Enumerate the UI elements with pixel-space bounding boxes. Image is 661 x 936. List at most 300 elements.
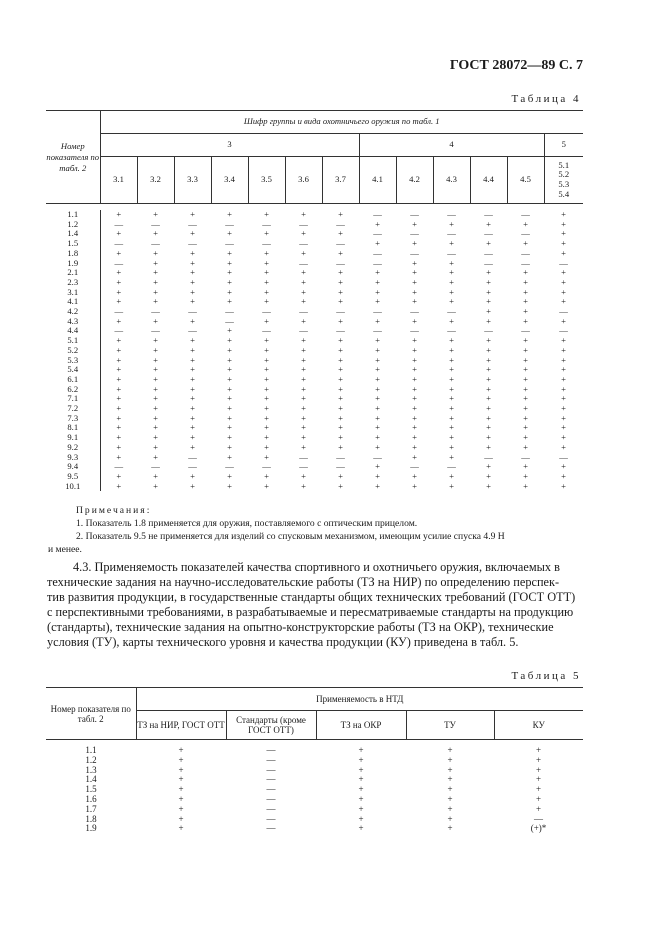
row-id: 1.5 xyxy=(46,239,100,249)
table-cell: + xyxy=(561,364,566,375)
table-cell: — xyxy=(188,461,197,472)
table-cell: + xyxy=(523,441,528,452)
row-id: 1.5 xyxy=(85,784,97,795)
table4-col-head: 3.3 xyxy=(174,157,211,204)
table-cell: + xyxy=(338,247,343,258)
table-cell: — xyxy=(114,325,124,336)
table-cell: + xyxy=(153,383,158,394)
table-cell: + xyxy=(412,354,417,365)
table-cell: + xyxy=(338,344,343,355)
table-cell: — xyxy=(262,461,271,472)
table-cell: — xyxy=(225,306,234,317)
table-cell: + xyxy=(523,354,528,365)
table-cell: + xyxy=(178,754,184,765)
row-id: 5.3 xyxy=(46,356,100,366)
table-cell: + xyxy=(190,257,195,268)
table-cell: + xyxy=(375,344,380,355)
table-cell: — xyxy=(410,209,419,219)
table5-col-head: ТУ xyxy=(406,711,494,740)
table-cell: + xyxy=(412,315,417,326)
table-cell: + xyxy=(301,470,306,481)
table-cell: + xyxy=(227,412,232,423)
table-cell: + xyxy=(301,296,306,307)
table4-col-head: 4.5 xyxy=(507,157,544,204)
table4-group-4: 4 xyxy=(359,134,544,157)
table-row xyxy=(46,288,583,298)
table-cell: + xyxy=(338,480,343,491)
table-cell: — xyxy=(266,793,276,804)
table-cell: — xyxy=(336,218,345,229)
table-cell: + xyxy=(153,247,158,258)
table-cell: + xyxy=(449,480,454,491)
table-cell: + xyxy=(178,774,184,785)
table-cell: — xyxy=(521,228,530,239)
table-cell: — xyxy=(447,209,456,219)
table-cell: + xyxy=(264,247,269,258)
table-cell: + xyxy=(227,470,232,481)
table-cell: — xyxy=(410,461,419,472)
table-cell: + xyxy=(116,432,122,443)
table-cell: + xyxy=(153,470,158,481)
table-row xyxy=(46,472,583,482)
row-id: 4.1 xyxy=(46,297,100,307)
table-cell: + xyxy=(449,441,454,452)
table-cell: + xyxy=(264,403,269,414)
table-cell: — xyxy=(447,461,456,472)
table-cell: + xyxy=(227,286,232,297)
row-id: 4.3 xyxy=(46,317,100,327)
table-cell: + xyxy=(227,373,232,384)
table-cell: — xyxy=(151,218,160,229)
table-cell: + xyxy=(227,354,232,365)
table-cell: + xyxy=(227,296,232,307)
table-cell: + xyxy=(449,403,454,414)
table-cell: + xyxy=(227,335,232,346)
table-cell: + xyxy=(486,267,491,278)
table-cell: + xyxy=(190,412,195,423)
table-cell: + xyxy=(190,286,195,297)
para-line: (стандарты), технические задания на опытно-конструкторские работы (ТЗ на ОКР), технические xyxy=(47,620,554,634)
table-cell: + xyxy=(375,315,380,326)
table-cell: + xyxy=(523,383,528,394)
table-row xyxy=(46,746,583,756)
table-cell: + xyxy=(338,432,343,443)
table-cell: + xyxy=(375,432,380,443)
table-cell: — xyxy=(484,257,493,268)
table-cell: + xyxy=(190,247,195,258)
table-cell: + xyxy=(449,393,454,404)
table-cell: + xyxy=(338,364,343,375)
table-cell: + xyxy=(190,470,195,481)
table-cell: + xyxy=(264,451,269,462)
row-id: 5.1 xyxy=(46,336,100,346)
row-id: 9.2 xyxy=(46,443,100,453)
table-cell: + xyxy=(301,247,306,258)
table-cell: — xyxy=(225,461,234,472)
table-cell: + xyxy=(264,344,269,355)
table-cell: — xyxy=(336,306,345,317)
table-cell: + xyxy=(449,238,454,249)
table-cell: — xyxy=(521,247,530,258)
table-row xyxy=(46,795,583,805)
table-cell: — xyxy=(188,451,197,462)
table-cell: + xyxy=(449,364,454,375)
table-cell: + xyxy=(338,209,343,219)
table-cell: — xyxy=(484,451,493,462)
table-cell: + xyxy=(338,373,343,384)
table-cell: + xyxy=(449,296,454,307)
table-cell: + xyxy=(116,403,122,414)
table-cell: + xyxy=(561,373,566,384)
table-row xyxy=(46,220,583,230)
table-cell: + xyxy=(264,393,269,404)
row-id: 9.4 xyxy=(46,462,100,472)
table-cell: + xyxy=(116,354,122,365)
table-cell: + xyxy=(449,422,454,433)
table-cell: + xyxy=(412,470,417,481)
table-cell: + xyxy=(190,209,195,219)
table-cell: + xyxy=(190,393,195,404)
table-cell: + xyxy=(190,480,195,491)
table5-col-head: КУ xyxy=(494,711,583,740)
table-cell: + xyxy=(375,403,380,414)
note-2: 2. Показатель 9.5 не применяется для изделий со спусковым механизмом, имеющим усилие спуска 4.9 Н xyxy=(76,531,505,542)
table-row xyxy=(46,404,583,414)
table-cell: — xyxy=(373,257,382,268)
table-cell: + xyxy=(486,470,491,481)
table4-col-head: 3.1 xyxy=(100,157,137,204)
table-cell: — xyxy=(266,823,276,834)
table-cell: + xyxy=(338,267,343,278)
table-cell: — xyxy=(484,247,493,258)
table-cell: + xyxy=(153,441,158,452)
table-cell: + xyxy=(227,480,232,491)
row-id: 5.2 xyxy=(46,346,100,356)
table4-col-head: 4.3 xyxy=(433,157,470,204)
table-cell: + xyxy=(338,403,343,414)
table-cell: + xyxy=(301,383,306,394)
table-row xyxy=(46,356,583,366)
table-row xyxy=(46,385,583,395)
table-cell: + xyxy=(338,470,343,481)
table-cell: + xyxy=(523,286,528,297)
table-cell: + xyxy=(375,373,380,384)
table-cell: + xyxy=(190,276,195,287)
table-cell: + xyxy=(561,383,566,394)
table5-grouphead: Применяемость в НТД xyxy=(136,688,583,711)
row-id: 1.4 xyxy=(85,774,97,785)
table-cell: + xyxy=(301,480,306,491)
table-cell: + xyxy=(412,432,417,443)
table-cell: + xyxy=(375,480,380,491)
table-cell: — xyxy=(521,451,530,462)
table-cell: + xyxy=(264,373,269,384)
table-cell: + xyxy=(375,296,380,307)
table-cell: + xyxy=(447,793,453,804)
table-cell: + xyxy=(264,441,269,452)
table-cell: + xyxy=(264,267,269,278)
table-cell: + xyxy=(227,267,232,278)
table-cell: + xyxy=(561,470,566,481)
table-cell: + xyxy=(523,315,528,326)
table-cell: + xyxy=(535,803,542,814)
table-cell: + xyxy=(412,257,417,268)
table-row xyxy=(46,433,583,443)
table-cell: — xyxy=(299,461,308,472)
table-cell: + xyxy=(153,296,158,307)
table-cell: — xyxy=(262,218,271,229)
table-cell: + xyxy=(449,218,454,229)
table-row xyxy=(46,766,583,776)
table-cell: + xyxy=(153,257,158,268)
table-row xyxy=(46,423,583,433)
table-cell: + xyxy=(227,209,232,219)
table-cell: + xyxy=(116,422,122,433)
table-cell: + xyxy=(301,441,306,452)
table-cell: + xyxy=(338,228,343,239)
row-id: 6.2 xyxy=(46,385,100,395)
table-cell: + xyxy=(153,354,158,365)
table-cell: + xyxy=(412,296,417,307)
table-cell: + xyxy=(486,364,491,375)
table-cell: + xyxy=(153,209,158,219)
table-cell: + xyxy=(535,774,542,785)
table-cell: — xyxy=(151,461,160,472)
row-id: 1.3 xyxy=(85,764,97,775)
table-cell: + xyxy=(190,422,195,433)
table-cell: — xyxy=(266,745,276,755)
table-cell: + xyxy=(116,276,122,287)
table-cell: + xyxy=(561,286,566,297)
table-cell: + xyxy=(153,403,158,414)
table-cell: — xyxy=(299,306,308,317)
table-cell: + xyxy=(486,238,491,249)
table-cell: + xyxy=(190,373,195,384)
table-cell: (+)* xyxy=(530,823,547,834)
table-cell: + xyxy=(264,335,269,346)
table-cell: + xyxy=(561,422,566,433)
table-cell: + xyxy=(178,745,184,755)
table-cell: + xyxy=(116,267,122,278)
table-cell: — xyxy=(336,451,345,462)
table4-col5-label: 5.3 xyxy=(558,179,570,189)
table-cell: + xyxy=(358,813,364,824)
table-cell: + xyxy=(227,393,232,404)
table-cell: + xyxy=(561,209,566,219)
table-cell: + xyxy=(561,441,566,452)
table-cell: + xyxy=(486,422,491,433)
table-row xyxy=(46,278,583,288)
table-cell: + xyxy=(561,228,566,239)
table-cell: + xyxy=(486,296,491,307)
table-cell: + xyxy=(561,412,566,423)
table-cell: — xyxy=(410,228,419,239)
table-cell: + xyxy=(190,354,195,365)
table-cell: + xyxy=(486,480,491,491)
row-id: 9.5 xyxy=(46,472,100,482)
table-cell: + xyxy=(375,238,380,249)
table-cell: — xyxy=(188,238,197,249)
row-id: 4.4 xyxy=(46,326,100,336)
table-cell: — xyxy=(151,306,160,317)
table-cell: + xyxy=(523,335,528,346)
table-cell: + xyxy=(178,813,184,824)
table-cell: + xyxy=(338,354,343,365)
table-cell: + xyxy=(523,267,528,278)
table-cell: + xyxy=(190,403,195,414)
table-cell: + xyxy=(486,276,491,287)
row-id: 10.1 xyxy=(46,482,100,492)
table-cell: — xyxy=(336,238,345,249)
table-cell: + xyxy=(301,286,306,297)
table-cell: — xyxy=(521,325,530,336)
table-cell: + xyxy=(178,784,184,795)
table-cell: — xyxy=(299,257,308,268)
table-row xyxy=(46,462,583,472)
table-cell: — xyxy=(410,247,419,258)
table-cell: + xyxy=(561,393,566,404)
table-cell: + xyxy=(264,470,269,481)
table-cell: — xyxy=(373,451,382,462)
section-4-3-paragraph xyxy=(47,560,585,650)
table-cell: — xyxy=(521,209,530,219)
table-cell: — xyxy=(373,228,382,239)
table-cell: — xyxy=(266,813,276,824)
table-cell: + xyxy=(153,228,158,239)
row-id: 1.9 xyxy=(85,823,97,834)
table-cell: + xyxy=(486,403,491,414)
table-cell: + xyxy=(264,296,269,307)
table-cell: + xyxy=(264,412,269,423)
table-cell: + xyxy=(486,306,491,317)
table-cell: + xyxy=(178,803,184,814)
table-cell: + xyxy=(523,393,528,404)
table-row xyxy=(46,815,583,825)
table-cell: + xyxy=(449,344,454,355)
table-row xyxy=(46,307,583,317)
table-cell: + xyxy=(358,754,364,765)
table-cell: + xyxy=(412,286,417,297)
table-cell: + xyxy=(486,286,491,297)
table-cell: + xyxy=(523,461,528,472)
table-row xyxy=(46,365,583,375)
table-cell: + xyxy=(338,422,343,433)
table-cell: + xyxy=(375,364,380,375)
table-row xyxy=(46,249,583,259)
table-cell: + xyxy=(178,793,184,804)
table4-col-head: 3.2 xyxy=(137,157,174,204)
table-cell: + xyxy=(412,383,417,394)
table-cell: + xyxy=(449,470,454,481)
table4-col-head: 4.1 xyxy=(359,157,396,204)
table-cell: + xyxy=(561,344,566,355)
table-cell: + xyxy=(486,344,491,355)
table-cell: + xyxy=(301,364,306,375)
table-cell: + xyxy=(412,267,417,278)
table-cell: — xyxy=(262,325,271,336)
row-id: 1.2 xyxy=(85,754,97,765)
table-cell: + xyxy=(338,393,343,404)
table-cell: + xyxy=(449,315,454,326)
table-cell: — xyxy=(299,218,308,229)
table-cell: — xyxy=(262,238,271,249)
table-cell: + xyxy=(227,344,232,355)
table4-col5-label: 5.2 xyxy=(558,169,570,180)
table-cell: + xyxy=(301,412,306,423)
table-cell: + xyxy=(523,480,528,491)
table-cell: + xyxy=(227,325,232,336)
table-cell: + xyxy=(227,257,232,268)
table-cell: + xyxy=(561,315,566,326)
table-cell: + xyxy=(412,373,417,384)
table-cell: + xyxy=(301,209,306,219)
row-id: 9.1 xyxy=(46,433,100,443)
table-cell: + xyxy=(375,354,380,365)
table-cell: — xyxy=(114,218,124,229)
table-cell: — xyxy=(373,325,382,336)
table-cell: + xyxy=(412,393,417,404)
table-cell: + xyxy=(449,383,454,394)
table-cell: + xyxy=(375,441,380,452)
row-id: 6.1 xyxy=(46,375,100,385)
table4-rowhead: Номер показателя по табл. 2 xyxy=(46,111,100,204)
table-cell: + xyxy=(153,393,158,404)
table-cell: + xyxy=(523,422,528,433)
table-cell: + xyxy=(523,373,528,384)
table-cell: + xyxy=(561,354,566,365)
table-cell: + xyxy=(338,441,343,452)
table-cell: + xyxy=(116,383,122,394)
table-cell: — xyxy=(447,325,456,336)
table4-grouphead: Шифр группы и вида охотничьего оружия по табл. 1 xyxy=(100,111,583,134)
table-cell: + xyxy=(523,238,528,249)
table-cell: + xyxy=(561,432,566,443)
table-cell: + xyxy=(561,247,566,258)
table-cell: + xyxy=(301,315,306,326)
table-cell: — xyxy=(266,764,276,775)
table-cell: + xyxy=(535,745,542,755)
table-cell: — xyxy=(336,325,345,336)
table-cell: + xyxy=(375,422,380,433)
table-cell: + xyxy=(447,823,453,834)
table-cell: + xyxy=(227,432,232,443)
table-cell: — xyxy=(266,754,276,765)
table-cell: + xyxy=(190,335,195,346)
table-row xyxy=(46,268,583,278)
row-id: 3.1 xyxy=(46,288,100,298)
table-cell: + xyxy=(561,238,566,249)
table-cell: + xyxy=(358,764,364,775)
table-cell: + xyxy=(338,296,343,307)
table-cell: + xyxy=(338,315,343,326)
table-cell: + xyxy=(153,335,158,346)
table-cell: + xyxy=(116,480,122,491)
table-row xyxy=(46,824,583,834)
table-cell: + xyxy=(375,286,380,297)
table-cell: — xyxy=(410,325,419,336)
row-id: 7.1 xyxy=(46,394,100,404)
table-cell: + xyxy=(190,441,195,452)
table4-col5-label: 5.4 xyxy=(558,188,570,199)
table-cell: — xyxy=(559,325,568,336)
table-cell: + xyxy=(153,432,158,443)
row-id: 1.8 xyxy=(46,249,100,259)
table-cell: + xyxy=(523,344,528,355)
row-id: 1.9 xyxy=(46,259,100,269)
table-cell: + xyxy=(116,344,122,355)
table-cell: — xyxy=(373,209,382,219)
table-cell: + xyxy=(412,335,417,346)
